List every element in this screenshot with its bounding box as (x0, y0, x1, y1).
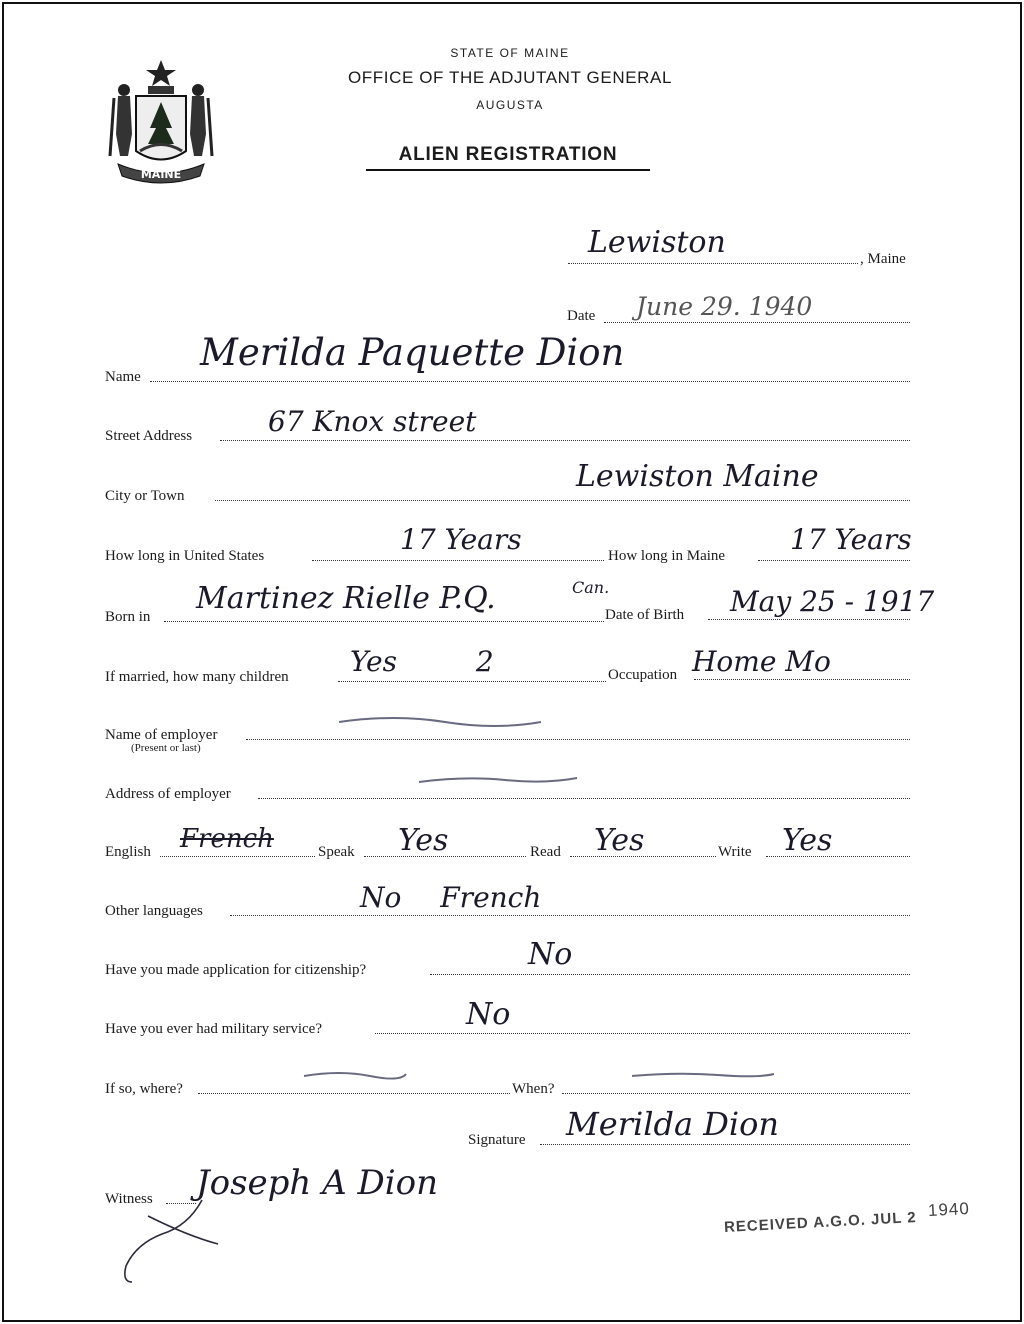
born-in-note: Can. (572, 578, 610, 597)
date-line (604, 322, 910, 323)
how-long-maine-label: How long in Maine (608, 548, 726, 564)
dob-label: Date of Birth (605, 607, 685, 623)
how-long-maine-line (758, 560, 910, 561)
header-state: STATE OF MAINE (450, 46, 570, 60)
witness-value: Joseph A Dion (196, 1163, 439, 1203)
how-long-us-label: How long in United States (105, 548, 265, 564)
where-label: If so, where? (105, 1081, 183, 1097)
born-in-label: Born in (105, 609, 151, 625)
occupation-line (694, 679, 910, 680)
when-line (562, 1093, 910, 1094)
date-label: Date (567, 308, 596, 324)
citizenship-value: No (528, 937, 573, 972)
military-line (375, 1033, 910, 1034)
born-in-value: Martinez Rielle P.Q. (196, 581, 496, 616)
street-line (220, 440, 910, 441)
employer-address-label: Address of employer (105, 786, 231, 802)
town-line (568, 263, 858, 264)
employer-address-line (258, 798, 910, 799)
seal-lettering: MAINE (140, 168, 182, 181)
name-line (150, 381, 910, 382)
signature-line (540, 1144, 910, 1145)
military-value: No (466, 997, 511, 1032)
street-label: Street Address (105, 428, 193, 444)
other-languages-label: Other languages (105, 903, 203, 919)
signature-value: Merilda Dion (566, 1105, 779, 1143)
write-label: Write (718, 844, 752, 860)
employer-dash (335, 712, 545, 732)
town-value: Lewiston (588, 225, 726, 260)
name-label: Name (105, 369, 141, 385)
header-office: OFFICE OF THE ADJUTANT GENERAL (347, 68, 673, 87)
married-label: If married, how many children (105, 669, 289, 685)
page-border (2, 2, 1022, 1322)
date-value: June 29. 1940 (636, 292, 813, 321)
when-label: When? (512, 1081, 555, 1097)
speak-label: Speak (318, 844, 355, 860)
citizenship-line (430, 974, 910, 975)
how-long-us-line (312, 560, 604, 561)
dob-value: May 25 - 1917 (730, 585, 935, 618)
employer-note: (Present or last) (131, 742, 201, 754)
header-city: AUGUSTA (476, 98, 544, 112)
street-value: 67 Knox street (268, 405, 477, 438)
speak-value: Yes (398, 823, 449, 858)
signature-label: Signature (468, 1132, 526, 1148)
employer-line (246, 739, 910, 740)
where-line (198, 1093, 510, 1094)
witness-label: Witness (105, 1191, 153, 1207)
employer-label: Name of employer (105, 727, 218, 743)
write-value: Yes (782, 823, 833, 858)
read-value: Yes (594, 823, 645, 858)
citizenship-label: Have you made application for citizenship? (105, 962, 367, 978)
form-title: ALIEN REGISTRATION (366, 144, 650, 171)
when-dash (628, 1066, 778, 1084)
where-dash (300, 1066, 410, 1084)
other-languages-line (230, 915, 910, 916)
other-languages-value: No French (360, 881, 542, 914)
english-struck-value: French (180, 824, 274, 854)
english-label: English (105, 844, 151, 860)
occupation-label: Occupation (608, 667, 678, 683)
city-line (215, 500, 910, 501)
witness-flourish (118, 1196, 228, 1288)
english-line (160, 856, 315, 857)
married-line (338, 681, 606, 682)
born-in-line (164, 621, 604, 622)
received-stamp: RECEIVED A.G.O. JUL 2 (723, 1208, 918, 1237)
read-label: Read (530, 844, 561, 860)
employer-address-dash (415, 770, 580, 790)
military-label: Have you ever had military service? (105, 1021, 322, 1037)
children-value: Yes 2 (350, 645, 494, 678)
dob-line (708, 619, 910, 620)
name-value: Merilda Paquette Dion (200, 331, 625, 374)
how-long-maine-value: 17 Years (790, 523, 912, 556)
how-long-us-value: 17 Years (400, 523, 522, 556)
city-label: City or Town (105, 488, 185, 504)
occupation-value: Home Mo (692, 645, 831, 678)
city-value: Lewiston Maine (576, 459, 819, 494)
received-stamp-year: 1940 (927, 1198, 971, 1221)
state-seal (106, 56, 216, 186)
maine-label: , Maine (860, 251, 906, 267)
